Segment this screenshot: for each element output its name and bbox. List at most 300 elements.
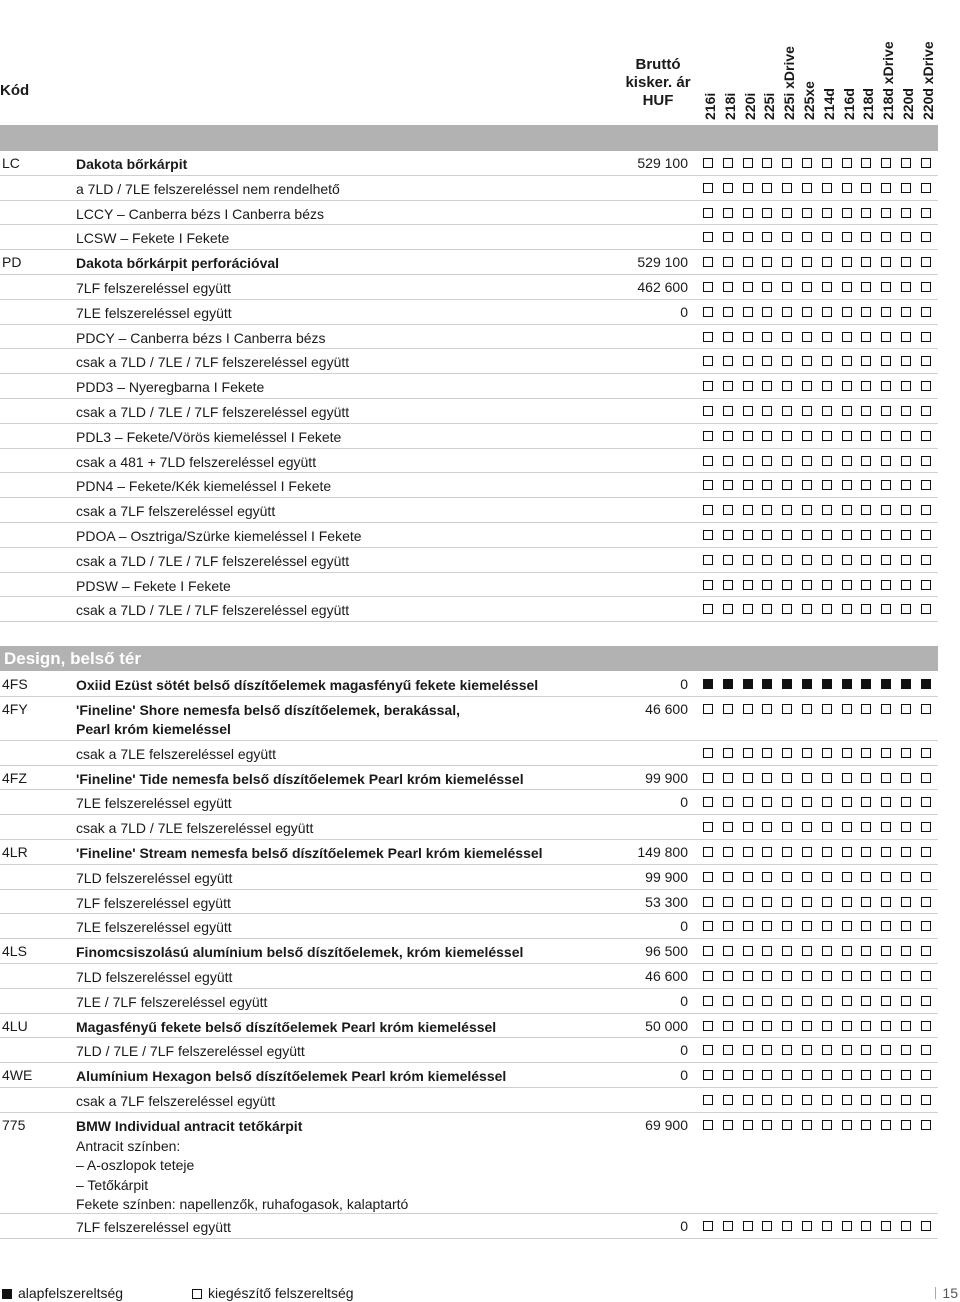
legend-optional: kiegészítő felszereltség [192, 1285, 354, 1301]
optional-square-icon [842, 946, 852, 956]
option-code: 4FZ [2, 769, 27, 786]
optional-square-icon [802, 282, 812, 292]
optional-square-icon [762, 456, 772, 466]
optional-square-icon [901, 282, 911, 292]
optional-square-icon [842, 847, 852, 857]
optional-square-icon [861, 505, 871, 515]
optional-square-icon [782, 208, 792, 218]
optional-square-icon [901, 456, 911, 466]
option-description: 'Fineline' Tide nemesfa belső díszítőelemek Pearl króm kiemeléssel [76, 770, 524, 787]
model-header: 220d [900, 88, 916, 120]
table-row [0, 1014, 938, 1039]
optional-square-icon [921, 1070, 931, 1080]
option-description: 'Fineline' Stream nemesfa belső díszítőelemek Pearl króm kiemeléssel [76, 845, 543, 861]
optional-square-icon [842, 257, 852, 267]
optional-square-icon [703, 406, 713, 416]
availability-markers [700, 406, 938, 418]
option-price: 0 [680, 992, 688, 1009]
optional-square-icon [743, 307, 753, 317]
optional-square-icon [723, 847, 733, 857]
optional-square-icon [703, 208, 713, 218]
option-code: 4WE [2, 1067, 33, 1084]
optional-square-icon [921, 971, 931, 981]
availability-markers [700, 530, 938, 542]
optional-square-icon [822, 232, 832, 242]
optional-square-icon [881, 356, 891, 366]
optional-square-icon [703, 431, 713, 441]
optional-square-icon [802, 1070, 812, 1080]
table-row [0, 449, 938, 474]
optional-square-icon [901, 431, 911, 441]
optional-square-icon [703, 1070, 713, 1080]
optional-square-icon [822, 480, 832, 490]
optional-square-icon [861, 996, 871, 1006]
optional-square-icon [861, 580, 871, 590]
optional-square-icon [723, 797, 733, 807]
optional-square-icon [782, 183, 792, 193]
availability-markers [700, 232, 938, 244]
table-row [0, 865, 938, 890]
table-row [0, 840, 938, 865]
optional-square-icon [921, 505, 931, 515]
footer [0, 1283, 960, 1302]
optional-square-icon [723, 406, 733, 416]
table-row [0, 697, 938, 741]
optional-square-icon [802, 1120, 812, 1130]
option-description: csak a 7LE felszereléssel együtt [76, 745, 276, 762]
availability-markers [700, 971, 938, 983]
optional-square-icon [822, 1021, 832, 1031]
optional-square-icon [881, 332, 891, 342]
availability-markers [700, 679, 938, 691]
option-description: 7LE felszereléssel együtt [76, 795, 232, 812]
optional-square-icon [802, 1045, 812, 1055]
optional-square-icon [782, 748, 792, 758]
optional-square-icon [782, 1045, 792, 1055]
option-code: 775 [2, 1116, 26, 1133]
optional-square-icon [842, 208, 852, 218]
optional-square-icon [723, 921, 733, 931]
standard-square-icon [901, 679, 911, 689]
optional-square-icon [743, 1120, 753, 1130]
optional-square-icon [762, 773, 772, 783]
option-description: 7LD / 7LE / 7LF felszereléssel együtt [76, 1043, 305, 1060]
option-price: 0 [680, 1067, 688, 1084]
optional-square-icon [881, 257, 891, 267]
optional-square-icon [901, 1095, 911, 1105]
optional-square-icon [743, 704, 753, 714]
optional-square-icon [762, 356, 772, 366]
table-row [0, 548, 938, 573]
optional-square-icon [842, 431, 852, 441]
optional-square-icon [861, 797, 871, 807]
optional-square-icon [743, 356, 753, 366]
optional-square-icon [901, 1070, 911, 1080]
table-row [0, 989, 938, 1014]
optional-square-icon [723, 307, 733, 317]
option-description: a 7LD / 7LE felszereléssel nem rendelhető [76, 180, 340, 197]
optional-square-icon [762, 505, 772, 515]
optional-square-icon [861, 356, 871, 366]
optional-square-icon [881, 480, 891, 490]
table-row [0, 250, 938, 275]
optional-square-icon [743, 921, 753, 931]
optional-square-icon [782, 897, 792, 907]
option-price: 99 900 [645, 868, 688, 885]
optional-square-icon [822, 1120, 832, 1130]
optional-square-icon [881, 1021, 891, 1031]
optional-square-icon [861, 704, 871, 714]
optional-square-icon [802, 431, 812, 441]
standard-square-icon [703, 679, 713, 689]
optional-square-icon [703, 1221, 713, 1231]
optional-square-icon [822, 183, 832, 193]
table-row [0, 964, 938, 989]
model-header: 218d xDrive [880, 41, 897, 120]
availability-markers [700, 257, 938, 269]
optional-square-icon [723, 1221, 733, 1231]
optional-square-icon [703, 797, 713, 807]
optional-square-icon [881, 897, 891, 907]
availability-markers [700, 381, 938, 393]
optional-square-icon [861, 232, 871, 242]
optional-square-icon [861, 307, 871, 317]
optional-square-icon [842, 1221, 852, 1231]
optional-square-icon [822, 1070, 832, 1080]
optional-square-icon [703, 232, 713, 242]
optional-square-icon [723, 431, 733, 441]
optional-square-icon [881, 1120, 891, 1130]
optional-square-icon [901, 996, 911, 1006]
optional-square-icon [822, 555, 832, 565]
optional-square-icon [861, 822, 871, 832]
optional-square-icon [861, 1021, 871, 1031]
optional-square-icon [822, 257, 832, 267]
table-row [0, 201, 938, 226]
optional-square-icon [921, 946, 931, 956]
optional-square-icon [822, 773, 832, 783]
optional-square-icon [782, 946, 792, 956]
optional-square-icon [762, 1095, 772, 1105]
optional-square-icon [723, 332, 733, 342]
optional-square-icon [802, 580, 812, 590]
optional-square-icon [921, 381, 931, 391]
model-header: 216i [702, 92, 718, 120]
option-description: Alumínium Hexagon belső díszítőelemek Pearl króm kiemeléssel [76, 1068, 507, 1085]
optional-square-icon [881, 381, 891, 391]
optional-square-icon [901, 921, 911, 931]
option-description: Oxiid Ezüst sötét belső díszítőelemek magasfényű fekete kiemeléssel [76, 677, 539, 693]
optional-square-icon [723, 773, 733, 783]
optional-square-icon [822, 158, 832, 168]
table-row [0, 151, 938, 176]
optional-square-icon [842, 897, 852, 907]
optional-square-icon [842, 282, 852, 292]
optional-square-icon [861, 773, 871, 783]
option-description: PDD3 – Nyeregbarna I Fekete [76, 379, 265, 396]
optional-square-icon [723, 897, 733, 907]
table-row [0, 176, 938, 201]
optional-square-icon [842, 406, 852, 416]
standard-square-icon [881, 679, 891, 689]
optional-square-icon [842, 1120, 852, 1130]
optional-square-icon [822, 282, 832, 292]
optional-square-icon [802, 480, 812, 490]
availability-markers [700, 158, 938, 170]
optional-square-icon [822, 604, 832, 614]
optional-square-icon [743, 257, 753, 267]
availability-markers [700, 356, 938, 368]
optional-square-icon [881, 431, 891, 441]
option-code: 4FY [2, 700, 28, 717]
optional-square-icon [881, 282, 891, 292]
optional-square-icon [703, 748, 713, 758]
option-description: 7LE felszereléssel együtt [76, 919, 232, 936]
optional-square-icon [881, 1095, 891, 1105]
optional-square-icon [901, 822, 911, 832]
model-header: 225xe [801, 81, 817, 120]
optional-square-icon [762, 381, 772, 391]
optional-square-icon [861, 381, 871, 391]
optional-square-icon [881, 748, 891, 758]
optional-square-icon [921, 257, 931, 267]
optional-square-icon [881, 232, 891, 242]
optional-square-icon [762, 897, 772, 907]
option-code: 4LS [2, 943, 27, 960]
optional-square-icon [921, 748, 931, 758]
availability-markers [700, 946, 938, 958]
optional-square-icon [921, 797, 931, 807]
optional-square-icon [703, 257, 713, 267]
optional-square-icon [822, 797, 832, 807]
availability-markers [700, 1070, 938, 1082]
table-row [0, 1214, 938, 1239]
optional-square-icon [881, 872, 891, 882]
optional-square-icon [842, 505, 852, 515]
optional-square-icon [842, 773, 852, 783]
option-code: 4FS [2, 676, 28, 692]
option-code: PD [2, 254, 22, 271]
optional-square-icon [703, 530, 713, 540]
table-row [0, 672, 938, 697]
optional-square-icon [901, 971, 911, 981]
optional-square-icon [861, 555, 871, 565]
optional-square-icon [901, 232, 911, 242]
option-price: 69 900 [645, 1116, 688, 1133]
optional-square-icon [802, 307, 812, 317]
optional-square-icon [723, 946, 733, 956]
optional-square-icon [802, 704, 812, 714]
optional-square-icon [723, 505, 733, 515]
optional-square-icon [743, 456, 753, 466]
availability-markers [700, 797, 938, 809]
optional-square-icon [881, 580, 891, 590]
optional-square-icon [881, 530, 891, 540]
standard-square-icon [842, 679, 852, 689]
optional-square-icon [822, 1221, 832, 1231]
optional-square-icon [901, 505, 911, 515]
availability-markers [700, 1045, 938, 1057]
optional-square-icon [723, 232, 733, 242]
optional-square-icon [762, 307, 772, 317]
optional-square-icon [921, 456, 931, 466]
optional-square-icon [782, 307, 792, 317]
optional-square-icon [822, 847, 832, 857]
optional-square-icon [743, 480, 753, 490]
optional-square-icon [762, 1021, 772, 1031]
standard-square-icon [861, 679, 871, 689]
optional-square-icon [861, 872, 871, 882]
optional-square-icon [842, 996, 852, 1006]
option-price: 0 [680, 1217, 688, 1234]
optional-square-icon [762, 822, 772, 832]
optional-square-icon [901, 183, 911, 193]
optional-square-icon [762, 208, 772, 218]
optional-square-icon [802, 1021, 812, 1031]
optional-square-icon [861, 332, 871, 342]
optional-square-icon [723, 183, 733, 193]
optional-square-icon [762, 332, 772, 342]
optional-square-icon [723, 822, 733, 832]
availability-markers [700, 847, 938, 859]
optional-square-icon [723, 1120, 733, 1130]
filled-square-icon [2, 1289, 12, 1299]
optional-square-icon [822, 946, 832, 956]
optional-square-icon [802, 456, 812, 466]
option-price: 0 [680, 303, 688, 320]
option-price: 46 600 [645, 968, 688, 984]
option-description: LCCY – Canberra bézs I Canberra bézs [76, 205, 324, 222]
optional-square-icon [762, 406, 772, 416]
optional-square-icon [901, 406, 911, 416]
price-column-header: Bruttó kisker. ár HUF [625, 56, 691, 109]
optional-square-icon [762, 580, 772, 590]
optional-square-icon [782, 704, 792, 714]
optional-square-icon [881, 183, 891, 193]
optional-square-icon [723, 555, 733, 565]
optional-square-icon [861, 431, 871, 441]
optional-square-icon [822, 381, 832, 391]
optional-square-icon [802, 505, 812, 515]
availability-markers [700, 332, 938, 344]
optional-square-icon [743, 748, 753, 758]
option-price: 0 [680, 794, 688, 811]
availability-markers [700, 921, 938, 933]
model-header: 220i [741, 92, 758, 120]
optional-square-icon [703, 158, 713, 168]
optional-square-icon [782, 232, 792, 242]
optional-square-icon [802, 921, 812, 931]
optional-square-icon [782, 996, 792, 1006]
optional-square-icon [703, 332, 713, 342]
optional-square-icon [901, 332, 911, 342]
optional-square-icon [802, 183, 812, 193]
model-header: 225i [761, 92, 778, 120]
table-row [0, 275, 938, 300]
optional-square-icon [861, 847, 871, 857]
availability-markers [700, 1120, 938, 1132]
optional-square-icon [723, 1095, 733, 1105]
optional-square-icon [881, 773, 891, 783]
optional-square-icon [822, 332, 832, 342]
option-note: – Tetőkárpit [76, 1176, 149, 1193]
optional-square-icon [881, 307, 891, 317]
optional-square-icon [901, 946, 911, 956]
optional-square-icon [861, 921, 871, 931]
table-row [0, 741, 938, 766]
option-price: 0 [680, 1042, 688, 1059]
optional-square-icon [901, 530, 911, 540]
optional-square-icon [782, 1070, 792, 1080]
optional-square-icon [901, 1120, 911, 1130]
optional-square-icon [743, 797, 753, 807]
optional-square-icon [901, 555, 911, 565]
optional-square-icon [782, 431, 792, 441]
optional-square-icon [802, 257, 812, 267]
optional-square-icon [842, 604, 852, 614]
standard-square-icon [743, 679, 753, 689]
optional-square-icon [703, 872, 713, 882]
availability-markers [700, 431, 938, 443]
optional-square-icon [762, 1221, 772, 1231]
option-price: 99 900 [645, 769, 688, 786]
optional-square-icon [762, 431, 772, 441]
optional-square-icon [703, 307, 713, 317]
optional-square-icon [723, 604, 733, 614]
optional-square-icon [822, 872, 832, 882]
optional-square-icon [881, 208, 891, 218]
optional-square-icon [802, 1095, 812, 1105]
optional-square-icon [703, 604, 713, 614]
optional-square-icon [822, 208, 832, 218]
optional-square-icon [921, 580, 931, 590]
optional-square-icon [802, 797, 812, 807]
optional-square-icon [703, 946, 713, 956]
optional-square-icon [723, 381, 733, 391]
availability-markers [700, 307, 938, 319]
table-row [0, 498, 938, 523]
optional-square-icon [921, 1045, 931, 1055]
option-description: BMW Individual antracit tetőkárpit [76, 1117, 303, 1134]
model-header: 216d [840, 88, 857, 120]
optional-square-icon [743, 232, 753, 242]
optional-square-icon [822, 307, 832, 317]
option-description: 7LF felszereléssel együtt [76, 280, 231, 296]
optional-square-icon [723, 1070, 733, 1080]
optional-square-icon [703, 505, 713, 515]
option-description: 7LE felszereléssel együtt [76, 304, 232, 321]
optional-square-icon [842, 480, 852, 490]
optional-square-icon [921, 1221, 931, 1231]
optional-square-icon [782, 604, 792, 614]
optional-square-icon [822, 822, 832, 832]
optional-square-icon [743, 1070, 753, 1080]
optional-square-icon [881, 505, 891, 515]
optional-square-icon [703, 773, 713, 783]
optional-square-icon [921, 921, 931, 931]
optional-square-icon [802, 604, 812, 614]
optional-square-icon [762, 257, 772, 267]
optional-square-icon [861, 1095, 871, 1105]
optional-square-icon [743, 996, 753, 1006]
optional-square-icon [822, 971, 832, 981]
optional-square-icon [861, 480, 871, 490]
optional-square-icon [782, 797, 792, 807]
optional-square-icon [723, 356, 733, 366]
empty-square-icon [192, 1289, 202, 1299]
option-price: 529 100 [637, 155, 688, 171]
optional-square-icon [921, 555, 931, 565]
